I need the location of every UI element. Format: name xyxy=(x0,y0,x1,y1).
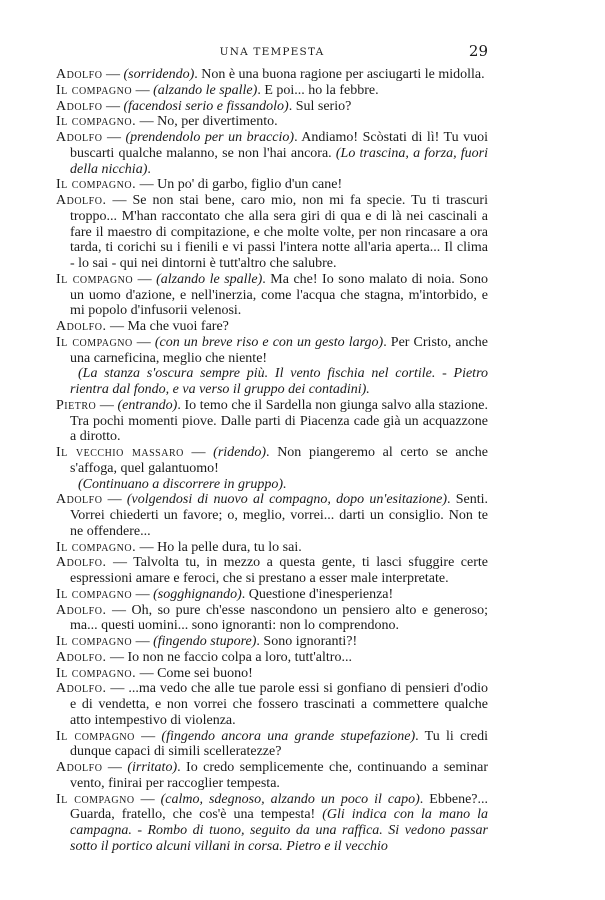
speech-text: . Ma che! Io sono malato di noia. Sono un uomo d'azione, e nell'inerzia, come l'acqua che stagna, m'intorbido, e mi popolo d'infusorii velenosi. xyxy=(70,271,488,319)
stage-direction-inline: (Gli indica con la mano la campagna. - Rombo di tuono, seguito da una raffica. Si vedono passar sotto il portico alcuni villani in corsa. Pietro e il vecchio xyxy=(70,807,488,854)
stage-direction-inline: (sorridendo) xyxy=(123,67,195,82)
stage-direction-inline: (facendosi serio e fissandolo) xyxy=(123,98,289,114)
dialogue-line xyxy=(56,603,488,635)
dialogue-line xyxy=(56,760,488,792)
dialogue-line xyxy=(56,540,488,556)
speaker-name: Il compagno. xyxy=(56,114,137,130)
speech-text: Come sei buono! xyxy=(157,665,253,681)
stage-direction xyxy=(56,366,488,398)
dialogue-line xyxy=(56,492,488,539)
dash: — xyxy=(106,649,128,665)
speech-text: . Sono ignoranti?! xyxy=(256,634,358,649)
dialogue-line xyxy=(56,67,488,83)
speaker-name: Il compagno xyxy=(56,82,133,98)
speech-text: . Tu li credi dunque capaci di simili scelleratezze? xyxy=(70,728,488,760)
speaker-name: Adolfo. xyxy=(56,193,107,208)
dash: — xyxy=(102,67,124,82)
dash: — xyxy=(132,82,154,98)
dialogue-line xyxy=(56,335,488,367)
stage-direction-inline: (alzando le spalle) xyxy=(153,82,258,98)
speech-text: . xyxy=(147,161,151,177)
dialogue-line xyxy=(56,445,488,477)
dialogue-line xyxy=(56,130,488,177)
stage-direction-inline: (Lo trascina, a forza, fuori della nicchia) xyxy=(70,145,488,177)
speech-text: Se non stai bene, caro mio, non mi fa specie. Tu ti trascuri troppo... M'han raccontato che alla sera giri di qua e di là nei cascinali a fare il maestro di compitazione, e che molte volte, per non rincasare a ora tarda, ti corichi su i fienili e vi passi l'intera notte all'aria aperta... Il clima - lo sai - qui nei dintorni è tutt'altro che salubre. xyxy=(70,193,488,271)
stage-direction-inline: (prendendolo per un braccio) xyxy=(125,130,295,145)
speaker-name: Adolfo xyxy=(56,492,103,508)
dash: — xyxy=(136,539,158,555)
dialogue-line xyxy=(56,792,488,855)
speaker-name: Adolfo. xyxy=(56,602,107,618)
speech-text: ...ma vedo che alle tue parole essi si gonfiano di pensieri d'odio e di vendetta, e non vorrei che fossero trascinati a commettere qualche atto intempestivo di violenza. xyxy=(70,681,488,728)
stage-direction-inline: (volgendosi di nuovo al compagno, dopo un'esitazione) xyxy=(126,492,447,508)
dash: — xyxy=(106,319,128,334)
speech-text: No, per divertimento. xyxy=(157,114,278,130)
stage-direction-inline: (ridendo) xyxy=(213,445,267,460)
speaker-name: Il compagno xyxy=(56,586,133,602)
speech-text: Ho la pelle dura, tu lo sai. xyxy=(157,539,302,555)
dash: — xyxy=(136,114,158,130)
dash: — xyxy=(133,271,157,287)
speaker-name: Il compagno xyxy=(56,791,135,807)
stage-direction-inline: (fingendo ancora una grande stupefazione) xyxy=(161,728,416,744)
stage-direction-inline: (sogghignando) xyxy=(153,586,242,602)
speaker-name: Pietro xyxy=(56,397,97,413)
dialogue-line xyxy=(56,99,488,115)
dash: — xyxy=(106,555,134,571)
speech-text: Oh, so pure ch'esse nascondono un pensiero alto e generoso; ma... questi uomini... sono ignoranti: non lo comprendono. xyxy=(70,602,489,634)
dash: — xyxy=(132,634,154,649)
dash: — xyxy=(102,98,124,114)
speaker-name: Adolfo. xyxy=(56,319,107,334)
speech-text: . Senti. Vorrei chiederti un favore; o, meglio, vorrei... darti un consiglio. Non te ne offendere... xyxy=(70,492,488,539)
speaker-name: Adolfo xyxy=(56,98,103,114)
page-number: 29 xyxy=(468,42,488,60)
dash: — xyxy=(134,728,162,744)
dash: — xyxy=(136,665,158,681)
dash: — xyxy=(183,445,214,460)
dash: — xyxy=(132,334,155,350)
dash: — xyxy=(102,760,128,775)
dialogue-line xyxy=(56,729,488,761)
speaker-name: Il compagno xyxy=(56,634,133,649)
stage-direction-inline: (alzando le spalle) xyxy=(156,271,263,287)
running-header xyxy=(56,44,488,60)
stage-direction xyxy=(56,477,488,493)
speaker-name: Il vecchio massaro xyxy=(56,445,184,460)
speech-text: . Non piangeremo al certo se anche s'affoga, quel galantuomo! xyxy=(70,445,488,476)
dash: — xyxy=(106,193,133,208)
dialogue-line xyxy=(56,666,488,682)
stage-direction-text: (Continuano a discorrere in gruppo). xyxy=(78,476,287,492)
speaker-name: Adolfo. xyxy=(56,681,107,697)
speech-text: Ma che vuoi fare? xyxy=(127,319,229,334)
dialogue-line xyxy=(56,587,488,603)
stage-direction-inline: (irritato) xyxy=(127,760,178,775)
stage-direction-inline: (con un breve riso e con un gesto largo) xyxy=(154,334,384,350)
dialogue-line xyxy=(56,681,488,728)
dash: — xyxy=(132,586,154,602)
speaker-name: Adolfo xyxy=(56,760,103,775)
dialogue-line xyxy=(56,650,488,666)
speaker-name: Adolfo. xyxy=(56,555,107,571)
dialogue-line xyxy=(56,83,488,99)
speech-text: . Non è una buona ragione per asciugarti le midolla. xyxy=(194,67,485,82)
speaker-name: Adolfo xyxy=(56,67,103,82)
dash: — xyxy=(96,397,118,413)
speech-text: . Questione d'inesperienza! xyxy=(241,586,394,602)
speaker-name: Il compagno. xyxy=(56,539,137,555)
dash: — xyxy=(106,681,129,697)
speech-text: . Ebbene?... Guarda, fratello, che cos'è una tempesta! xyxy=(70,791,488,823)
stage-direction-inline: (entrando) xyxy=(117,397,178,413)
speech-text: . E poi... ho la febbre. xyxy=(257,82,379,98)
speaker-name: Il compagno xyxy=(56,271,134,287)
speaker-name: Il compagno xyxy=(56,334,133,350)
stage-direction-text: (La stanza s'oscura sempre più. Il vento fischia nel cortile. - Pietro rientra dal fondo, e va verso il gruppo dei contadini). xyxy=(70,366,488,397)
speaker-name: Il compagno xyxy=(56,728,135,744)
speech-text: . Per Cristo, anche una carneficina, meglio che niente! xyxy=(70,334,489,366)
dialogue-line xyxy=(56,114,488,130)
speech-text: Un po' di garbo, figlio d'un cane! xyxy=(157,177,343,193)
dialogue-line xyxy=(56,193,488,272)
dash: — xyxy=(102,130,126,145)
speech-text: . Io credo semplicemente che, continuando a seminar vento, finirai per raccoglier tempesta. xyxy=(70,760,489,791)
dash: — xyxy=(134,791,161,807)
dash: — xyxy=(102,492,127,508)
dash: — xyxy=(136,177,158,193)
play-text xyxy=(56,67,488,855)
speaker-name: Il compagno. xyxy=(56,177,137,193)
speech-text: . Io temo che il Sardella non giunga salvo alla stazione. Tra pochi momenti piove. Dalle parti di Piacenza cade già un acquazzone a dirotto. xyxy=(70,397,488,445)
dialogue-line xyxy=(56,634,488,650)
stage-direction-inline: (calmo, sdegnoso, alzando un poco il capo) xyxy=(160,791,420,807)
speaker-name: Adolfo xyxy=(56,130,103,145)
dialogue-line xyxy=(56,398,488,445)
speech-text: Talvolta tu, in mezzo a questa gente, ti lasci sfuggire certe espressioni amare e feroci, che si prestano a esser male interpretate. xyxy=(70,555,488,586)
speech-text: . Andiamo! Scòstati di lì! Tu vuoi buscarti qualche malanno, se non l'hai ancora. xyxy=(70,130,489,161)
speech-text: Io non ne faccio colpa a loro, tutt'altro... xyxy=(127,649,352,665)
dialogue-line xyxy=(56,177,488,193)
dialogue-line xyxy=(56,555,488,587)
stage-direction-inline: (fingendo stupore) xyxy=(153,634,257,649)
dialogue-line xyxy=(56,319,488,335)
speaker-name: Adolfo. xyxy=(56,649,107,665)
running-title: UNA TEMPESTA xyxy=(219,46,325,58)
dialogue-line xyxy=(56,272,488,319)
dash: — xyxy=(106,602,132,618)
speech-text: . Sul serio? xyxy=(288,98,352,114)
speaker-name: Il compagno. xyxy=(56,665,137,681)
